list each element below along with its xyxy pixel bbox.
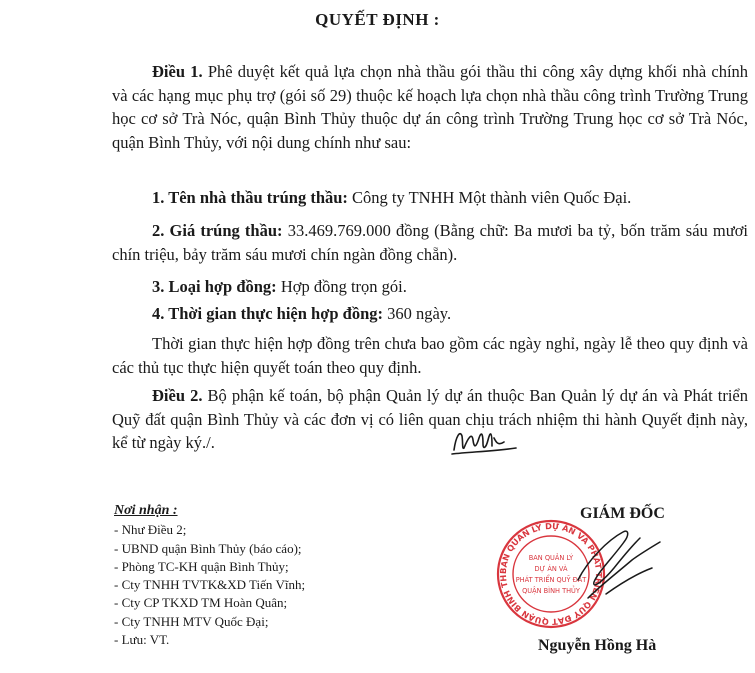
duration-value: 360 ngày. [382, 304, 452, 323]
article-1-label: Điều 1. [152, 62, 203, 81]
item-contractor [152, 186, 631, 210]
stamp-line-4: QUẬN BÌNH THỦY [522, 587, 580, 595]
handwritten-signature [548, 520, 668, 610]
article-2-line1: Bộ phận kế toán, bộ phận Quản lý dự án thuộc Ban Quản lý dự án [207, 386, 658, 405]
recipient-item: - UBND quận Bình Thủy (báo cáo); [114, 540, 302, 556]
stamp-line-3: PHÁT TRIỂN QUỸ ĐẤT [515, 576, 587, 584]
contractor-value: Công ty TNHH Một thành viên Quốc Đại. [347, 188, 632, 207]
signer-name: Nguyễn Hồng Hà [538, 637, 657, 654]
item-duration [152, 302, 451, 326]
recipient-item: - Lưu: VT. [114, 632, 170, 648]
document-title: QUYẾT ĐỊNH : [315, 10, 440, 29]
article-1-body: khối nhà chính và các hạng mục phụ trợ (gói số 29) thuộc kế hoạch lựa chọn nhà thầu công trình Trường Trung học cơ sở Trà Nóc, quận Bình Thủy thuộc dự án công trình Trường Trung học cơ sở Trà Nóc, quận Bình Thủy, với nội dung chính như sau: [112, 62, 749, 152]
recipients-heading: Nơi nhận : [114, 503, 178, 518]
article-2-label: Điều 2. [152, 386, 203, 405]
duration-note-line2: theo quy định và các thủ tục thực hiện quyết toán theo quy định. [112, 334, 748, 377]
article-2-body: và Phát triển Quỹ đất quận Bình Thủy và các đơn vị có liên quan chịu trách nhiệm thi hành Quyết định này, kể từ ngày ký./. [112, 386, 748, 452]
duration-label: 4. Thời gian thực hiện hợp đồng: [152, 304, 383, 323]
price-label: 2. Giá trúng thầu: [152, 221, 283, 240]
recipients-block [114, 502, 305, 649]
contract-type-label: 3. Loại hợp đồng: [152, 277, 277, 296]
recipient-item: - Cty TNHH TVTK&XD Tiến Vĩnh; [114, 577, 306, 593]
recipient-item: - Cty TNHH MTV Quốc Đại; [114, 613, 269, 629]
initials-mark [450, 424, 520, 458]
recipient-item: - Như Điều 2; [114, 522, 187, 538]
recipient-item: - Cty CP TKXD TM Hoàn Quân; [114, 595, 288, 611]
price-words: trăm sáu mươi chín triệu, bảy trăm sáu mươi chín ngàn đồng chẵn). [112, 221, 749, 264]
item-price [112, 219, 748, 266]
stamp-ring-text: BAN QUẢN LÝ DỰ ÁN VÀ PHÁT TRIỂN QUỸ ĐẤT QUẬN BÌNH THỦY [491, 510, 605, 628]
article-2 [112, 384, 748, 455]
signer-position: GIÁM ĐỐC [580, 505, 665, 522]
stamp-line-1: BAN QUẢN LÝ [528, 554, 574, 562]
contract-type-value: Hợp đồng trọn gói. [276, 277, 407, 296]
article-1 [112, 60, 748, 154]
stamp-line-2: DỰ ÁN VÀ [534, 565, 568, 573]
price-value: 33.469.769.000 đồng (Bằng chữ: Ba mươi ba tỷ, bốn [282, 221, 646, 240]
duration-note [112, 332, 748, 379]
article-1-line1: Phê duyệt kết quả lựa chọn nhà thầu gói thầu thi công xây dựng [207, 62, 643, 81]
duration-note-line1: Thời gian thực hiện hợp đồng trên chưa bao gồm các ngày nghỉ, ngày lễ [152, 334, 633, 353]
recipient-item: - Phòng TC-KH quận Bình Thủy; [114, 558, 289, 574]
item-contract-type [152, 275, 407, 299]
contractor-label: 1. Tên nhà thầu trúng thầu: [152, 188, 348, 207]
